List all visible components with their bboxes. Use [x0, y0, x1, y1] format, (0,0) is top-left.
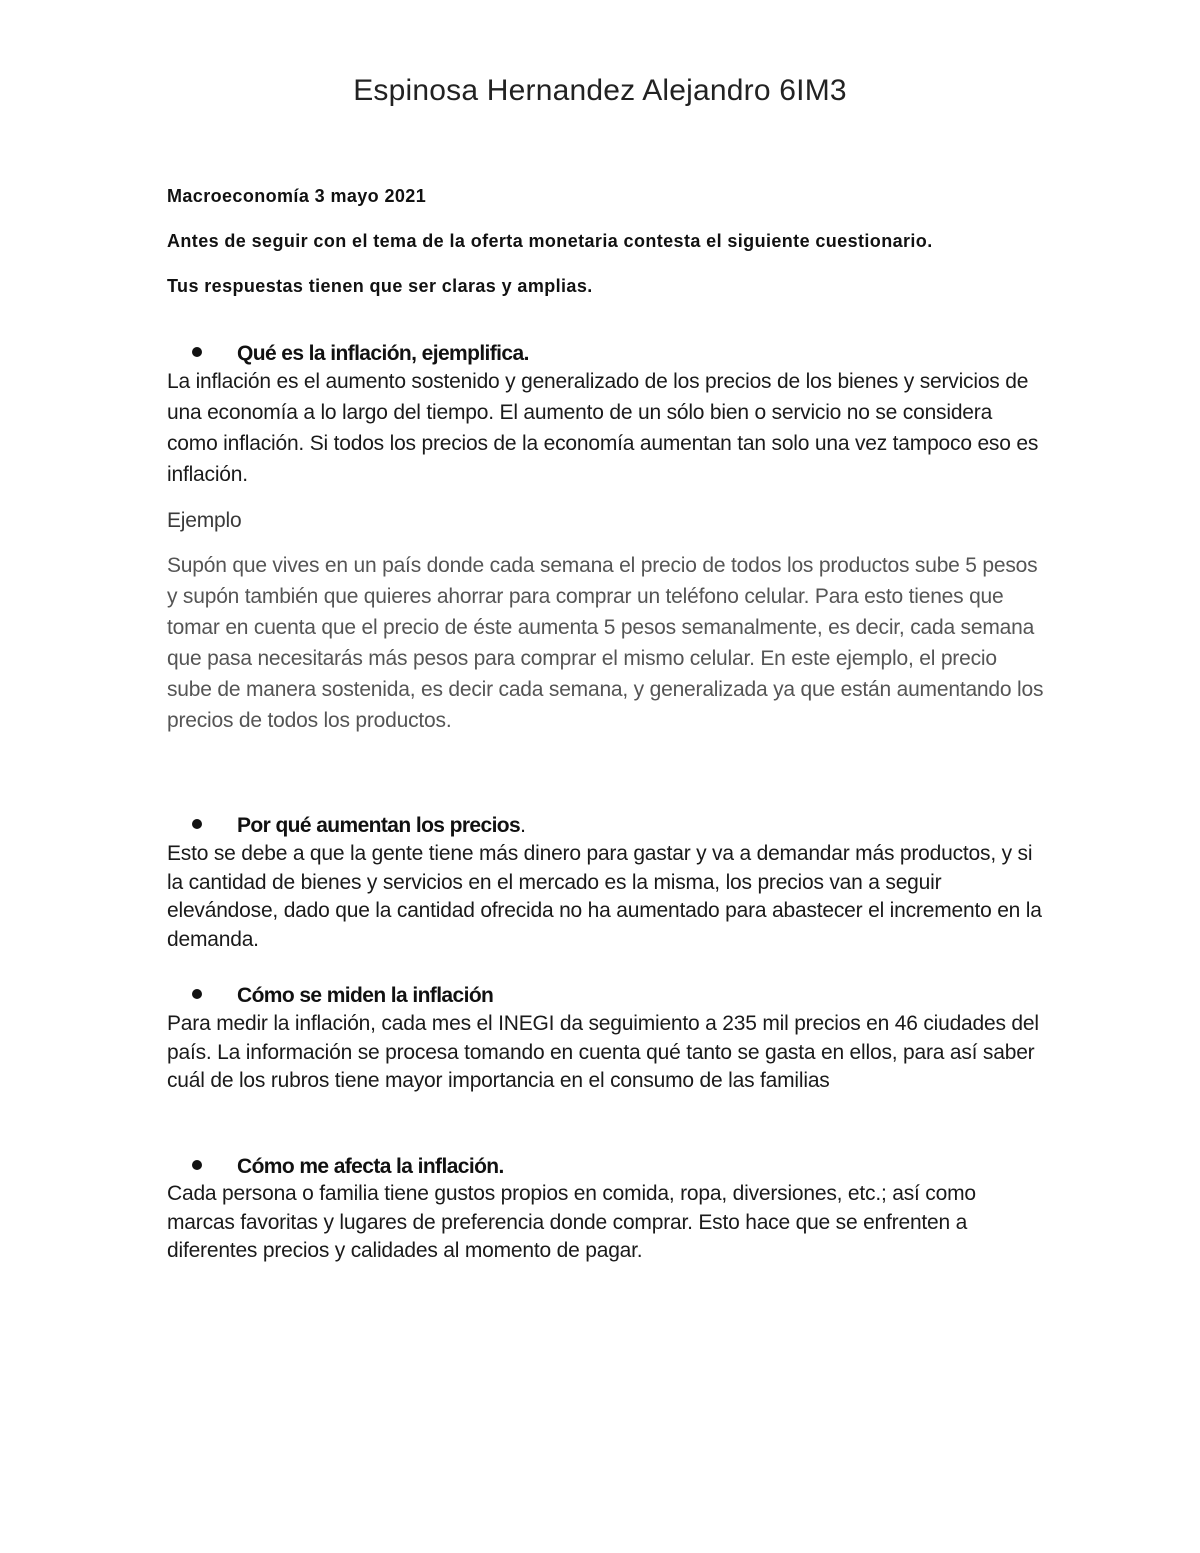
answer-paragraph: Esto se debe a que la gente tiene más dinero para gastar y va a demandar más productos, y si la cantidad de bienes y servicios en el mercado es la misma, los precios van a seguir elevándose, dado que la cantidad ofrecida no ha aumentado para abastecer el incremento en la demanda.: [167, 842, 1042, 951]
question-text: Qué es la inflación, ejemplifica.: [237, 342, 529, 365]
instructions-line: Antes de seguir con el tema de la oferta monetaria contesta el siguiente cuestionario.: [167, 231, 933, 251]
bullet-icon: [2, 813, 202, 839]
question-text: Cómo me afecta la inflación.: [237, 1155, 504, 1178]
question-heading: [167, 341, 1067, 367]
requirements-line: Tus respuestas tienen que ser claras y amplias.: [167, 276, 593, 296]
bullet-icon: [2, 983, 202, 1009]
question-heading: [167, 983, 1067, 1009]
bullet-icon: [2, 1154, 202, 1180]
assignment-header: [167, 184, 1067, 298]
question-text: Cómo se miden la inflación: [237, 984, 494, 1007]
question-trailing-punctuation: .: [520, 814, 526, 837]
bullet-icon: [2, 341, 202, 367]
question-heading: [167, 1154, 1067, 1180]
example-paragraph: Supón que vives en un país donde cada semana el precio de todos los productos sube 5 pesos y supón también que quieres ahorrar para comprar un teléfono celular. Para esto tienes que tomar en cuenta que el precio de éste aumenta 5 pesos semanalmente, es decir, cada semana que pasa necesitarás más pesos para comprar el mismo celular. En este ejemplo, el precio sube de manera sostenida, es decir cada semana, y generalizada ya que están aumentando los precios de todos los productos.: [167, 554, 1044, 732]
answer-paragraph: La inflación es el aumento sostenido y generalizado de los precios de los bienes y servicios de una economía a lo largo del tiempo. El aumento de un sólo bien o servicio no se considera como inflación. Si todos los precios de la economía aumentan tan solo una vez tampoco eso es inflación.: [167, 370, 1039, 486]
question-heading: [167, 813, 1067, 839]
answer-paragraph: Para medir la inflación, cada mes el INEGI da seguimiento a 235 mil precios en 46 ciudades del país. La información se procesa tomando en cuenta qué tanto se gasta en ellos, para así saber cuál de los rubros tiene mayor importancia en el consumo de las familias: [167, 1012, 1039, 1092]
course-date-line: Macroeconomía 3 mayo 2021: [167, 186, 427, 206]
example-label: Ejemplo: [167, 509, 242, 532]
answer-paragraph: Cada persona o familia tiene gustos propios en comida, ropa, diversiones, etc.; así como marcas favoritas y lugares de preferencia donde comprar. Esto hace que se enfrenten a diferentes precios y calidades al momento de pagar.: [167, 1182, 976, 1262]
document-title: Espinosa Hernandez Alejandro 6IM3: [353, 74, 847, 107]
question-text: Por qué aumentan los precios: [237, 814, 521, 837]
